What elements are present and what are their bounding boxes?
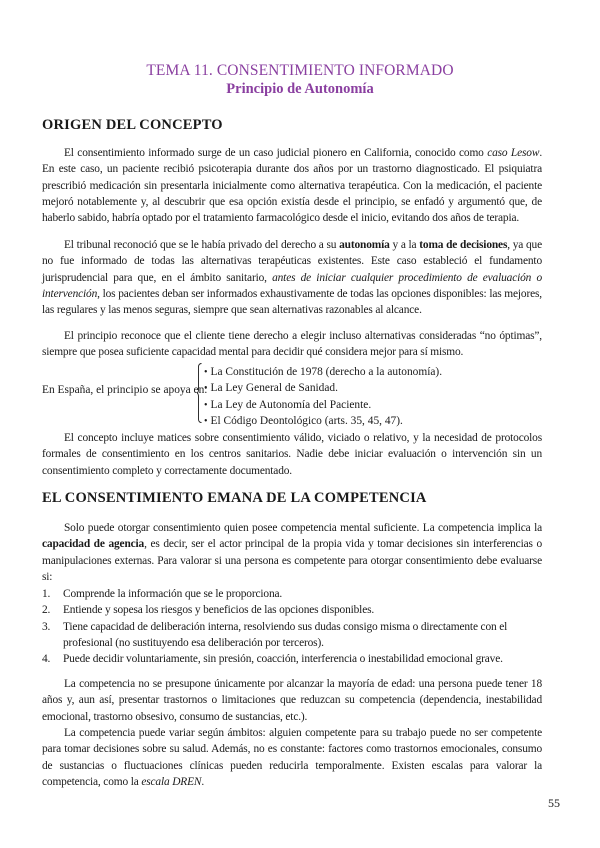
legal-basis-item: • La Ley General de Sanidad.	[204, 380, 442, 396]
page-subtitle: Principio de Autonomía	[226, 81, 374, 97]
paragraph-origen-4: El concepto incluye matices sobre consentimiento válido, viciado o relativo, y la necesidad de protocolos formales de consentimiento en los centros sanitarios. Nadie debe iniciar evaluación o intervención sin un consentimiento completo y correctamente documentado.	[42, 432, 542, 477]
section-competencia-body-2	[42, 676, 542, 725]
legal-basis-intro: En España, el principio se apoya en:	[42, 384, 208, 396]
section-origen-body	[42, 145, 542, 226]
paragraph-competencia-3: La competencia puede variar según ámbitos: alguien competente para su trabajo puede no ser competente para tomar decisiones sobre su salud. Además, no es constante: factores como trastornos emocionales, consumo de sustancias o fluctuaciones clínicas pueden reducirla temporalmente. Existen escalas para valorar la competencia, como la escala DREN.	[42, 727, 542, 788]
toma-decisiones-bold: toma de decisiones	[419, 239, 508, 251]
legal-basis-item: • La Constitución de 1978 (derecho a la autonomía).	[204, 364, 442, 380]
section-heading-competencia: EL CONSENTIMIENTO EMANA DE LA COMPETENCIA	[42, 490, 427, 506]
escala-dren-emphasis: escala DREN	[141, 775, 202, 788]
caso-lesow-emphasis: caso Lesow	[487, 147, 540, 159]
paragraph-competencia-1: Solo puede otorgar consentimiento quien posee competencia mental suficiente. La competencia implica la capacidad de agencia, es decir, ser el actor principal de la propia vida y tomar decisiones sin interferencias o manipulaciones externas. Para valorar si una persona es competente para otorgar consentimiento debe evaluarse si:	[42, 522, 542, 583]
section-origen-body-2	[42, 237, 542, 318]
section-origen-body-3	[42, 328, 542, 361]
paragraph-competencia-2: La competencia no se presupone únicamente por alcanzar la mayoría de edad: una persona puede tener 18 años y, aun así, presentar trastornos o limitaciones que reduzcan su competencia (dependencia, inestabilidad emocional, trastorno obsesivo, consumo de sustancias, etc.).	[42, 678, 542, 723]
competence-criteria-list	[42, 586, 542, 667]
list-item: 1. Comprende la información que se le proporciona.	[42, 588, 283, 600]
section-competencia-body-3	[42, 725, 542, 790]
section-competencia-body	[42, 520, 542, 585]
list-item: 3. Tiene capacidad de deliberación interna, resolviendo sus dudas consigo misma o directamente con el profesional (no sustituyendo esa deliberación por terceros).	[42, 620, 508, 649]
autonomia-bold: autonomía	[339, 239, 390, 251]
legal-basis-item: • El Código Deontológico (arts. 35, 45, 47).	[204, 413, 442, 429]
curly-brace	[197, 363, 202, 423]
legal-basis-block	[42, 364, 542, 426]
capacidad-agencia-bold: capacidad de agencia	[42, 538, 145, 551]
paragraph-origen-1: El consentimiento informado surge de un caso judicial pionero en California, conocido como caso Lesow. En este caso, un paciente recibió psicoterapia durante dos años por un trastorno diagnosticado. El psiquiatra prescribió medicación sin presentarla inicialmente como alternativa terapéutica. Con la medicación, el paciente mejoró notablemente y, al descubrir que esa opción existía desde el principio, se enfadó y argumentó que, de haberlo sabido, habría optado por el tratamiento farmacológico desde el inicio, evitando dos años de terapia.	[42, 147, 543, 225]
legal-basis-list	[204, 364, 442, 429]
page-title: TEMA 11. CONSENTIMIENTO INFORMADO	[146, 62, 454, 79]
paragraph-origen-3: El principio reconoce que el cliente tiene derecho a elegir incluso alternativas consideradas “no óptimas”, siempre que posea suficiente capacidad mental para decidir qué considera mejor para sí mismo.	[42, 330, 542, 359]
list-item: 2. Entiende y sopesa los riesgos y beneficios de las opciones disponibles.	[42, 604, 375, 617]
procedure-emphasis: antes de iniciar cualquier procedimiento de evaluación o intervención	[42, 271, 543, 300]
list-item: 4. Puede decidir voluntariamente, sin presión, coacción, interferencia o inestabilidad emocional grave.	[42, 653, 503, 666]
section-heading-origen: ORIGEN DEL CONCEPTO	[42, 117, 223, 133]
paragraph-origen-2: El tribunal reconoció que se le había privado del derecho a su autonomía y a la toma de decisiones, ya que no fue informado de todas las alternativas terapéuticas existentes. Este caso estableció el fundamento jurisprudencial para que, en el ámbito sanitario, antes de iniciar cualquier procedimiento de evaluación o intervención, los pacientes deban ser informados exhaustivamente de todas las opciones disponibles: las mejores, las regulares y las menos seguras, siempre que sean alternativas razonables al alcance.	[42, 239, 543, 317]
section-origen-body-4	[42, 430, 542, 479]
page-number: 55	[548, 796, 560, 810]
legal-basis-item: • La Ley de Autonomía del Paciente.	[204, 397, 442, 413]
